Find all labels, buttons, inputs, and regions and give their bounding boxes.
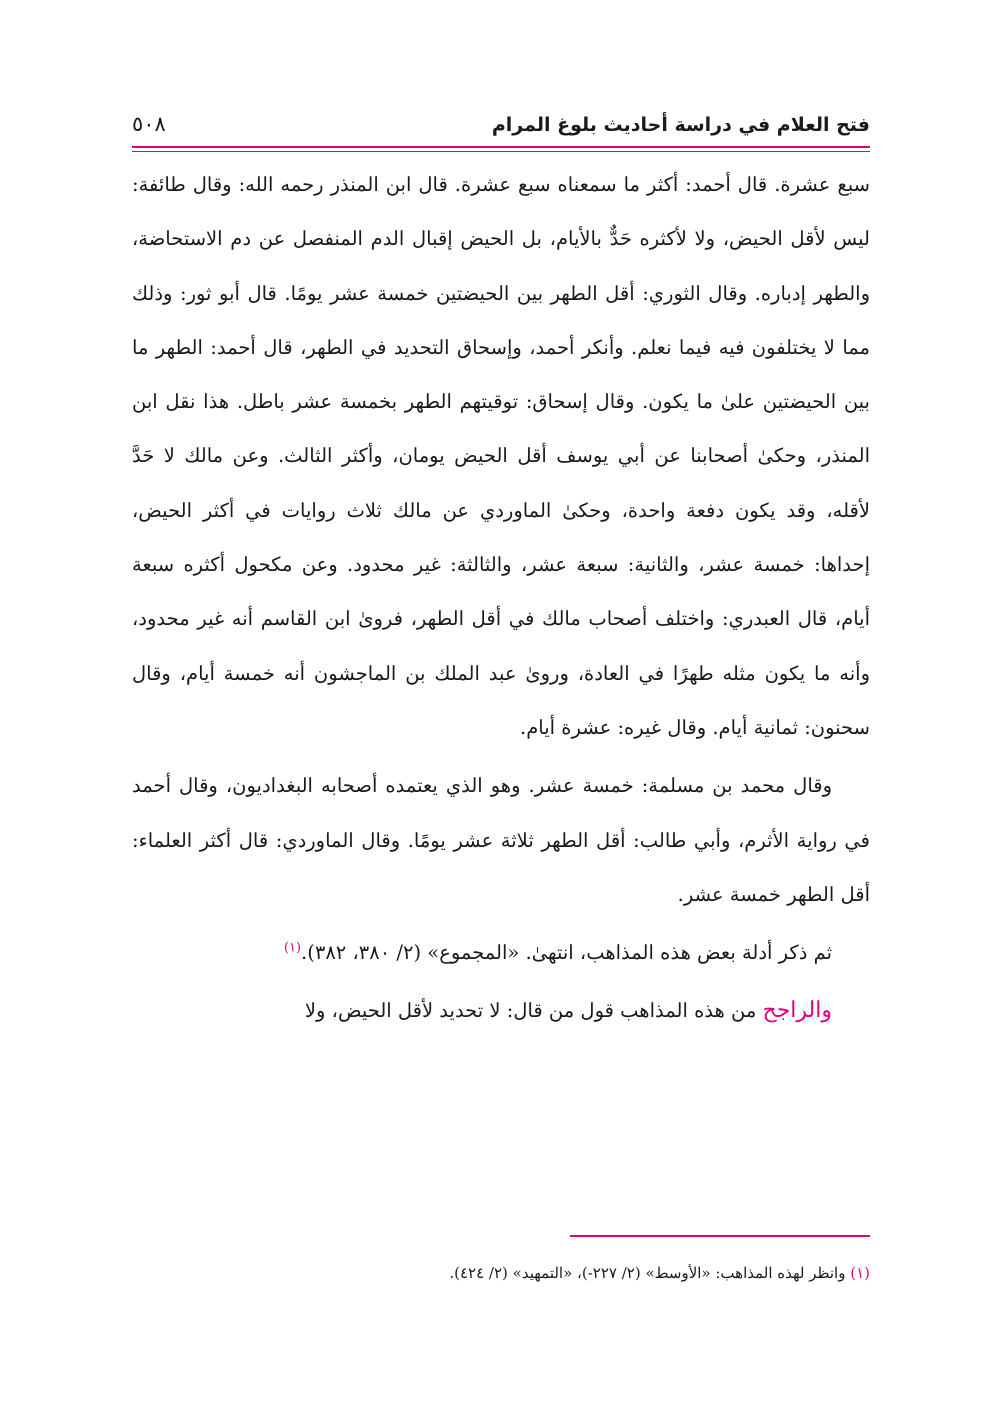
paragraph-4 (132, 984, 870, 1038)
book-page (132, 110, 870, 1320)
paragraph-4-text: من هذه المذاهب قول من قال: لا تحديد لأقل الحيض، ولا (304, 999, 763, 1023)
footnote (132, 1262, 870, 1284)
paragraph-3 (132, 926, 870, 980)
page-number: ٥٠٨ (132, 112, 166, 136)
footnote-reference[interactable]: (١) (283, 940, 302, 956)
paragraph-2-text: وقال محمد بن مسلمة: خمسة عشر. وهو الذي يعتمده أصحابه البغداديون، وقال أحمد في رواية الأثرم، وأبي طالب: أقل الطهر ثلاثة عشر يومًا. وقال الماوردي: قال أكثر العلماء: أقل الطهر خمسة عشر. (132, 774, 870, 906)
paragraph-2 (132, 759, 870, 922)
running-header (132, 110, 870, 146)
highlighted-keyword: والراجح (762, 998, 832, 1024)
paragraph-1-text: سبع عشرة. قال أحمد: أكثر ما سمعناه سبع عشرة. قال ابن المنذر رحمه الله: وقال طائفة: ليس لأقل الحيض، ولا لأكثره حَدٌّ بالأيام، بل الحيض إقبال الدم المنفصل عن دم الاستحاضة، والطهر إدباره. وقال الثوري: أقل الطهر بين الحيضتين خمسة عشر يومًا. قال أبو ثور: وذلك مما لا يختلفون فيه فيما نعلم. وأنكر أحمد، وإسحاق التحديد في الطهر، قال أحمد: الطهر ما بين الحيضتين علىٰ ما يكون. وقال إسحاق: توقيتهم الطهر بخمسة عشر باطل. هذا نقل ابن المنذر، وحكىٰ أصحابنا عن أبي يوسف أقل الحيض يومان، وأكثر الثالث. وعن مالك لا حَدَّ لأقله، وقد يكون دفعة واحدة، وحكىٰ الماوردي عن مالك ثلاث روايات في أكثر الحيض، إحداها: خمسة عشر، والثانية: سبعة عشر، والثالثة: غير محدود. وعن مكحول أكثره سبعة أيام، قال العبدري: واختلف أصحاب مالك في أقل الطهر، فروىٰ ابن القاسم أنه غير محدود، وأنه ما يكون مثله طهرًا في العادة، وروىٰ عبد الملك بن الماجشون أنه خمسة أيام، وقال سحنون: ثمانية أيام. وقال غيره: عشرة أيام. (132, 173, 870, 739)
running-header-title: فتح العلام في دراسة أحاديث بلوغ المرام (491, 114, 870, 136)
footnote-marker: (١) (850, 1264, 870, 1282)
main-text (132, 158, 870, 1039)
footnote-separator (570, 1235, 870, 1237)
paragraph-1 (132, 158, 870, 755)
header-rule (132, 146, 870, 148)
footnote-text: وانظر لهذه المذاهب: «الأوسط» (٢/ ٢٢٧-)، «التمهيد» (٢/ ٤٢٤). (449, 1264, 851, 1282)
paragraph-3-text: ثم ذكر أدلة بعض هذه المذاهب، انتهىٰ. «المجموع» (٢/ ٣٨٠، ٣٨٢). (301, 941, 832, 965)
header-rule-thin (132, 151, 870, 152)
